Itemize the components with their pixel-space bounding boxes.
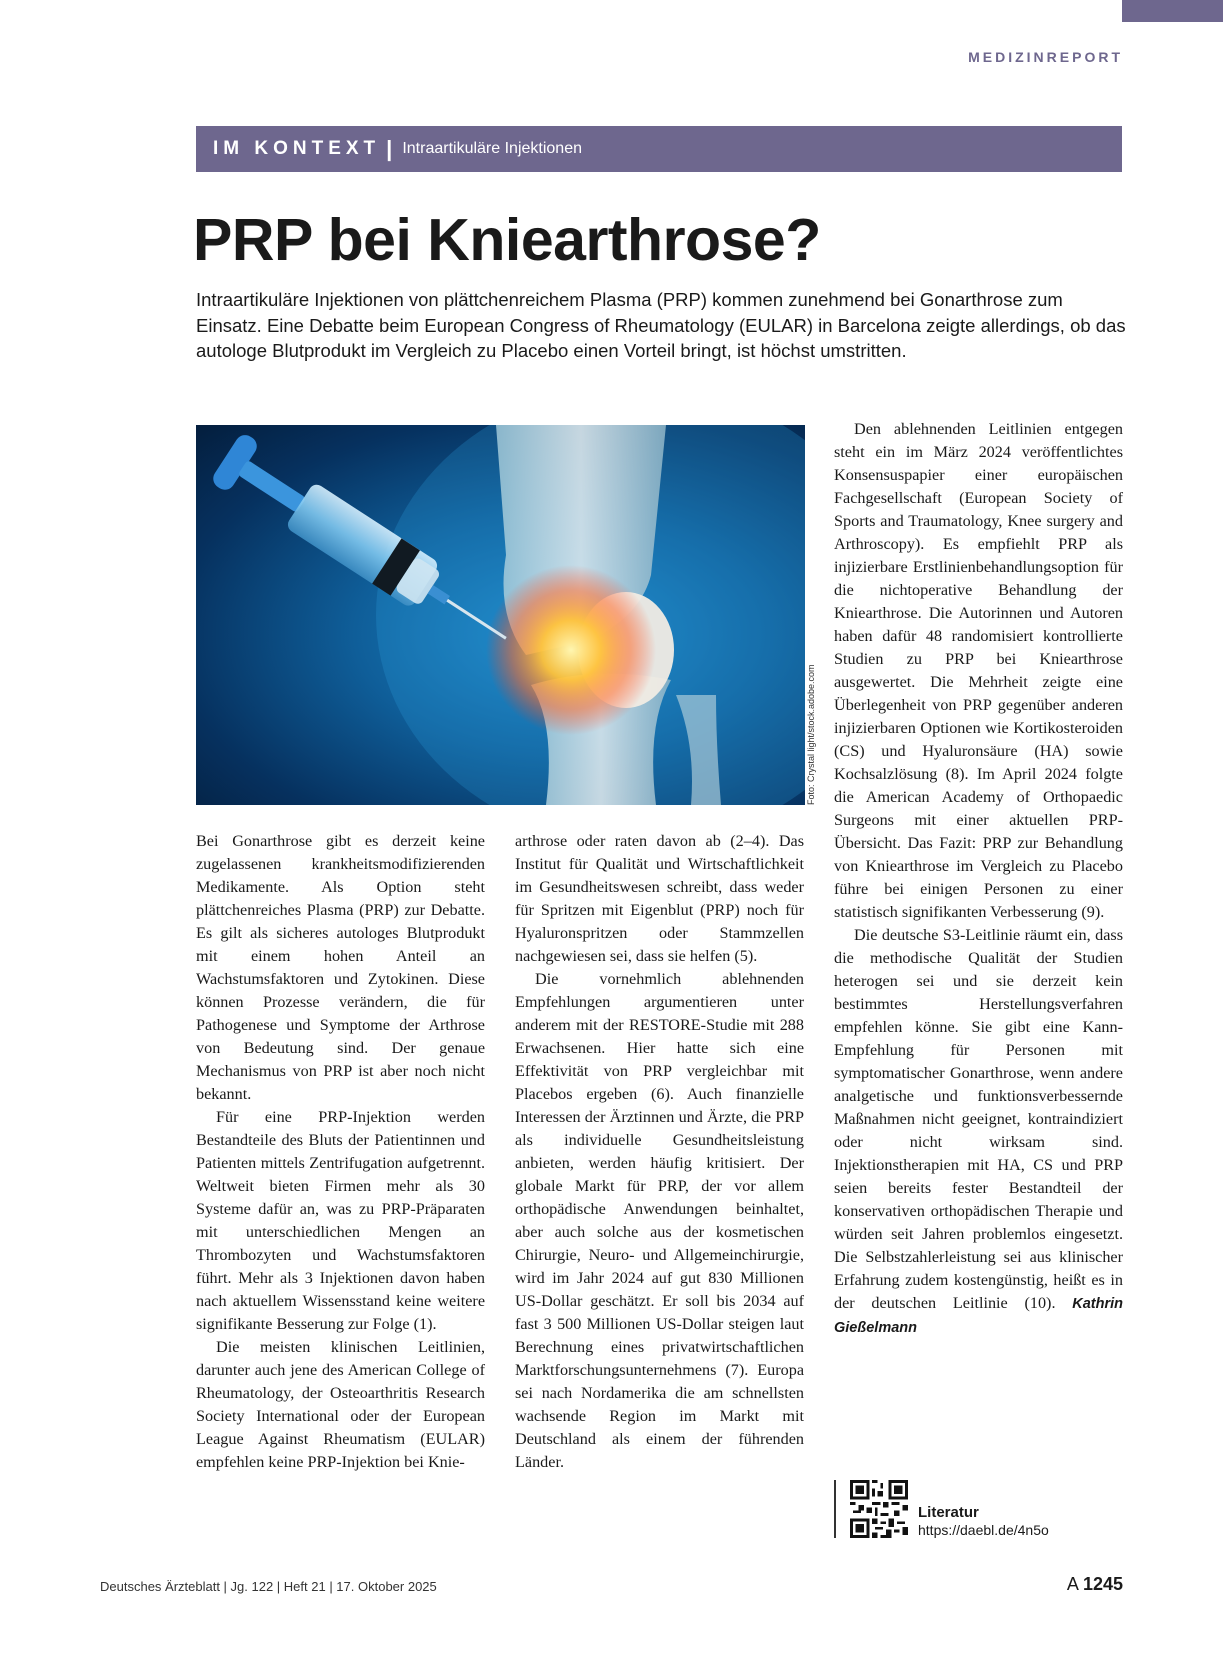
corner-tab xyxy=(1122,0,1223,22)
paragraph xyxy=(834,924,1123,1340)
paragraph-text: Die deutsche S3-Leitlinie räumt ein, dass die methodische Qualität der Studien heterogen sei und sie derzeit kein bestimmtes Herstellungsverfahren empfehlen könne. Sie gibt eine Kann-Empfehlung für Personen mit symptomatischer Gonarthrose, wenn andere analgetische und funktionsverbessernde Maßnahmen nicht geeignet, kontraindiziert oder nicht wirksam sind. Injektionstherapien mit HA, CS und PRP seien bereits fester Bestandteil der konservativen orthopädischen Therapie und würden seit Jahren problemlos eingesetzt. Die Selbstzahlerleistung sei aus klinischer Erfahrung zudem kostengünstig, heißt es in der deutschen Leitlinie (10). xyxy=(834,926,1123,1312)
section-label: MEDIZINREPORT xyxy=(968,49,1123,65)
article-lead: Intraartikuläre Injektionen von plättchenreichem Plasma (PRP) kommen zunehmend bei Gonarthrose zum Einsatz. Eine Debatte beim European Congress of Rheumatology (EULAR) in Barcelona zeigte allerdings, ob das autologe Blutprodukt im Vergleich zu Placebo einen Vorteil bringt, ist höchst umstritten. xyxy=(196,289,1126,361)
paragraph: arthrose oder raten davon ab (2–4). Das Institut für Qualität und Wirtschaftlichkeit im Gesundheitswesen schreibt, dass weder für Spritzen mit Eigenblut (PRP) noch für Hyaluronspritzen oder Stammzellen nachgewiesen sei, dass sie helfen (5). xyxy=(515,832,804,965)
reference-link[interactable]: https://daebl.de/4n5o xyxy=(918,1522,1049,1538)
paragraph: Die meisten klinischen Leitlinien, darunter auch jene des American College of Rheumatology, der Osteoarthritis Research Society International oder der European League Against Rheumatism (EULAR) empfehlen keine PRP-Injektion bei Knie- xyxy=(196,1338,485,1471)
page-number-value: 1245 xyxy=(1082,1574,1123,1594)
text-column-3 xyxy=(834,418,1123,1340)
paragraph: Bei Gonarthrose gibt es derzeit keine zugelassenen krankheitsmodifizierenden Medikamente. Als Option steht plättchenreiches Plasma (PRP) zur Debatte. Es gilt als sicheres autologes Blutprodukt mit einem hohen Anteil an Wachstumsfaktoren und Zytokinen. Diese können Prozesse verändern, die für Pathogenese und Symptome der Arthrose von Bedeutung sind. Der genaue Mechanismus von PRP ist aber noch nicht bekannt. xyxy=(196,832,485,1103)
context-kicker: IM KONTEXT xyxy=(213,138,381,159)
context-bar xyxy=(196,126,1122,172)
page-prefix: A xyxy=(1066,1574,1078,1594)
reference-title: Literatur xyxy=(918,1504,979,1521)
author-name: Kathrin Gießelmann xyxy=(834,1296,1123,1336)
paragraph: Den ablehnenden Leitlinien entgegen steht ein im März 2024 veröffentlichtes Konsensuspapier einer europäischen Fachgesellschaft (European Society of Sports and Traumatology, Knee surgery and Arthroscopy). Es empfiehlt PRP als injizierbare Erstlinienbehandlungsoption für die nichtoperative Behandlung der Kniearthrose. Die Autorinnen und Autoren haben dafür 48 randomisiert kontrollierte Studien zu PRP bei Kniearthrose ausgewertet. Die Mehrheit zeigte eine Überlegenheit von PRP gegenüber anderen injizierbaren Optionen wie Kortikosteroiden (CS) und Hyaluronsäure (HA) sowie Kochsalzlösung (8). Im April 2024 folgte die American Academy of Orthopaedic Surgeons mit einer aktuellen PRP-Übersicht. Das Fazit: PRP zur Behandlung von Kniearthrose im Vergleich zu Placebo führe bei einigen Personen zu einer statistisch signifikanten Verbesserung (9). xyxy=(834,420,1123,921)
qr-code-icon[interactable] xyxy=(850,1480,908,1538)
context-separator: | xyxy=(386,136,393,161)
page-number xyxy=(1067,1574,1123,1595)
article-title: PRP bei Kniearthrose? xyxy=(193,207,821,273)
reference-rule xyxy=(834,1480,836,1538)
reference-box xyxy=(834,1476,1094,1540)
paragraph: Für eine PRP-Injektion werden Bestandteile des Bluts der Patientinnen und Patienten mittels Zentrifugation aufgetrennt. Weltweit bieten Firmen mehr als 30 Systeme dafür an, was zu PRP-Präparaten mit unterschiedlichen Mengen an Thrombozyten und Wachstumsfaktoren führt. Mehr als 3 Injektionen davon haben nach aktuellem Wissensstand keine weitere signifikante Besserung zur Folge (1). xyxy=(196,1108,485,1333)
context-topic: Intraartikuläre Injektionen xyxy=(402,140,582,157)
paragraph: Die vornehmlich ablehnenden Empfehlungen argumentieren unter anderem mit der RESTORE-Studie mit 288 Erwachsenen. Hier hatte sich eine Effektivität von PRP vergleichbar mit Placebos ergeben (6). Auch finanzielle Interessen der Ärztinnen und Ärzte, die PRP als individuelle Gesundheitsleistung anbieten, werden häufig kritisiert. Der globale Markt für PRP, der vor allem orthopädische Anwendungen beinhaltet, aber auch solche aus der kosmetischen Chirurgie, Neuro- und Allgemeinchirurgie, wird im Jahr 2024 auf gut 830 Millionen US-Dollar geschätzt. Er soll bis 2034 auf fast 3 500 Millionen US-Dollar steigen laut Berechnung eines privatwirtschaftlichen Marktforschungsunternehmens (7). Europa sei nach Nordamerika die am schnellsten wachsende Region im Markt mit Deutschland als einem der führenden Länder. xyxy=(515,970,804,1471)
knee-injection-illustration xyxy=(196,425,805,805)
image-credit: Foto: Crystal light/stock.adobe.com xyxy=(806,664,816,805)
text-column-2 xyxy=(515,830,804,1474)
footer-journal-info: Deutsches Ärzteblatt | Jg. 122 | Heft 21 | 17. Oktober 2025 xyxy=(100,1579,437,1594)
text-column-1 xyxy=(196,830,485,1474)
